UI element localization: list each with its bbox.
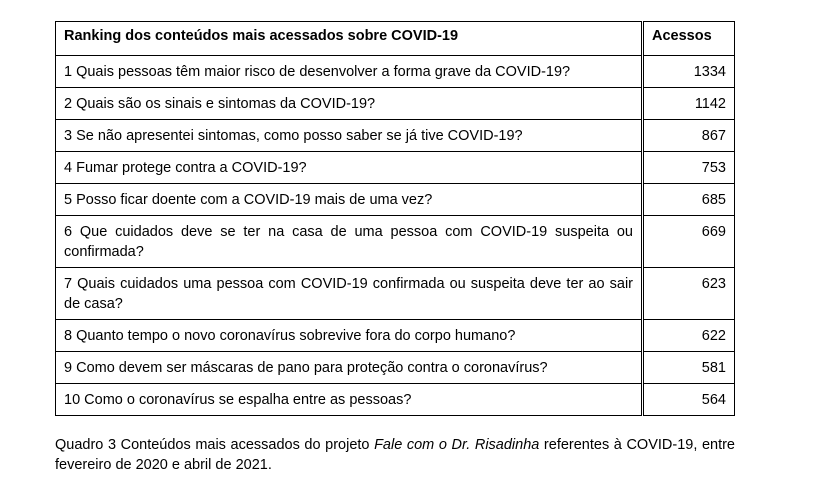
table-row <box>56 352 735 384</box>
caption-prefix: Quadro 3 Conteúdos mais acessados do projeto <box>55 436 375 453</box>
caption-suffix: referentes à COVID-19, entre fevereiro de 2020 e abril de 2021. <box>55 436 735 473</box>
row-topic: 1 Quais pessoas têm maior risco de desenvolver a forma grave da COVID-19? <box>56 56 643 88</box>
table-row <box>56 56 735 88</box>
row-count: 1142 <box>643 88 735 120</box>
row-topic: 8 Quanto tempo o novo coronavírus sobrevive fora do corpo humano? <box>56 320 643 352</box>
row-count: 622 <box>643 320 735 352</box>
row-count: 564 <box>643 384 735 416</box>
row-count: 623 <box>643 268 735 320</box>
table-row <box>56 384 735 416</box>
table-row <box>56 184 735 216</box>
header-topic: Ranking dos conteúdos mais acessados sobre COVID-19 <box>56 22 643 56</box>
row-topic: 4 Fumar protege contra a COVID-19? <box>56 152 643 184</box>
row-topic: 3 Se não apresentei sintomas, como posso saber se já tive COVID-19? <box>56 120 643 152</box>
table-row <box>56 320 735 352</box>
table-row <box>56 152 735 184</box>
row-topic: 6 Que cuidados deve se ter na casa de uma pessoa com COVID-19 suspeita ou confirmada? <box>56 216 643 268</box>
header-count: Acessos <box>643 22 735 56</box>
row-topic: 2 Quais são os sinais e sintomas da COVID-19? <box>56 88 643 120</box>
table-row <box>56 216 735 268</box>
row-count: 685 <box>643 184 735 216</box>
row-count: 753 <box>643 152 735 184</box>
row-count: 1334 <box>643 56 735 88</box>
row-count: 581 <box>643 352 735 384</box>
row-count: 867 <box>643 120 735 152</box>
row-topic: 10 Como o coronavírus se espalha entre as pessoas? <box>56 384 643 416</box>
table-row <box>56 268 735 320</box>
row-count: 669 <box>643 216 735 268</box>
row-topic: 9 Como devem ser máscaras de pano para proteção contra o coronavírus? <box>56 352 643 384</box>
table-header-row <box>56 22 735 56</box>
table-caption <box>55 435 735 475</box>
table-row <box>56 120 735 152</box>
row-topic: 5 Posso ficar doente com a COVID-19 mais de uma vez? <box>56 184 643 216</box>
row-topic: 7 Quais cuidados uma pessoa com COVID-19 confirmada ou suspeita deve ter ao sair de casa? <box>56 268 643 320</box>
caption-project-name: Fale com o Dr. Risadinha <box>374 436 540 453</box>
ranking-table <box>55 21 735 416</box>
table-row <box>56 88 735 120</box>
